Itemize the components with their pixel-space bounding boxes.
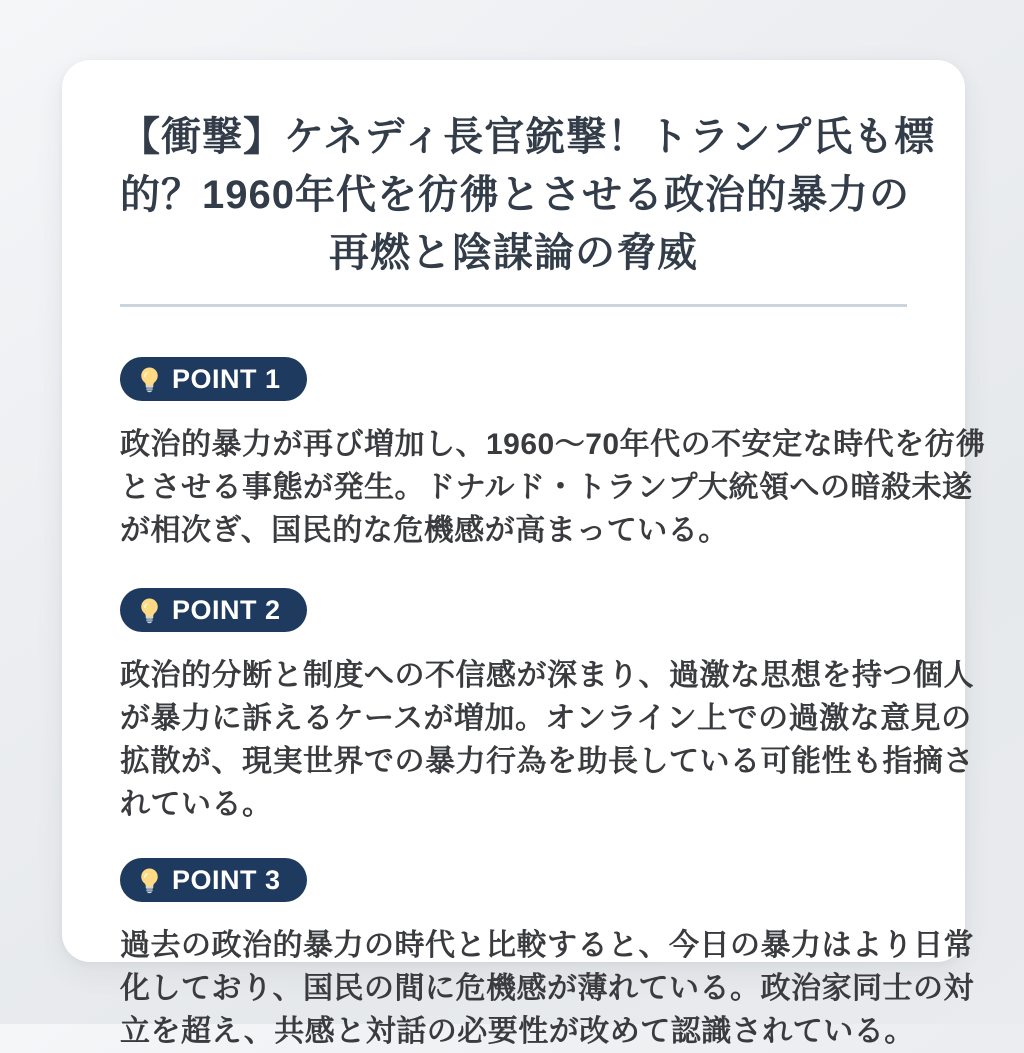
lightbulb-icon (136, 867, 163, 894)
point-2-text-line: れている。 (120, 788, 273, 821)
point-3-text-line: 立を超え、共感と対話の必要性が改めて認識されている。 (120, 1015, 915, 1048)
point-2-text (120, 654, 974, 826)
article-title (120, 108, 936, 282)
title-divider (120, 304, 907, 307)
point-1-text (120, 423, 986, 552)
article-summary-card (62, 60, 986, 1048)
lightbulb-icon (136, 597, 163, 624)
article-title-line: 【衝撃】ケネディ長官銃撃！トランプ氏も標 (120, 115, 936, 159)
point-3-label: POINT 3 (172, 864, 281, 895)
lightbulb-icon (136, 366, 163, 393)
point-3-text-line: 化しており、国民の間に危機感が薄れている。政治家同士の対 (120, 972, 974, 1005)
point-2-text-line: が暴力に訴えるケースが増加。オンライン上での過激な意見の (120, 702, 972, 735)
point-1-text-line: が相次ぎ、国民的な危機感が高まっている。 (120, 514, 729, 547)
point-2-label: POINT 2 (172, 594, 281, 625)
point-3-text-line: 過去の政治的暴力の時代と比較すると、今日の暴力はより日常 (120, 929, 974, 962)
article-title-line: 的？1960年代を彷彿とさせる政治的暴力の (120, 173, 910, 217)
point-2-text-line: 拡散が、現実世界での暴力行為を助長している可能性も指摘さ (120, 745, 974, 778)
point-1-label: POINT 1 (172, 363, 281, 394)
point-3-badge (120, 858, 307, 902)
article-title-line: 再燃と陰謀論の脅威 (329, 231, 698, 275)
point-1-badge (120, 357, 307, 401)
point-2-text-line: 政治的分断と制度への不信感が深まり、過激な思想を持つ個人 (120, 659, 974, 692)
point-section-2 (120, 588, 974, 826)
point-2-badge (120, 588, 307, 632)
point-1-text-line: とさせる事態が発生。ドナルド・トランプ大統領への暗殺未遂 (120, 471, 973, 504)
point-1-text-line: 政治的暴力が再び増加し、1960〜70年代の不安定な時代を彷彿 (120, 428, 986, 461)
point-section-1 (120, 357, 986, 552)
point-3-text (120, 924, 974, 1053)
